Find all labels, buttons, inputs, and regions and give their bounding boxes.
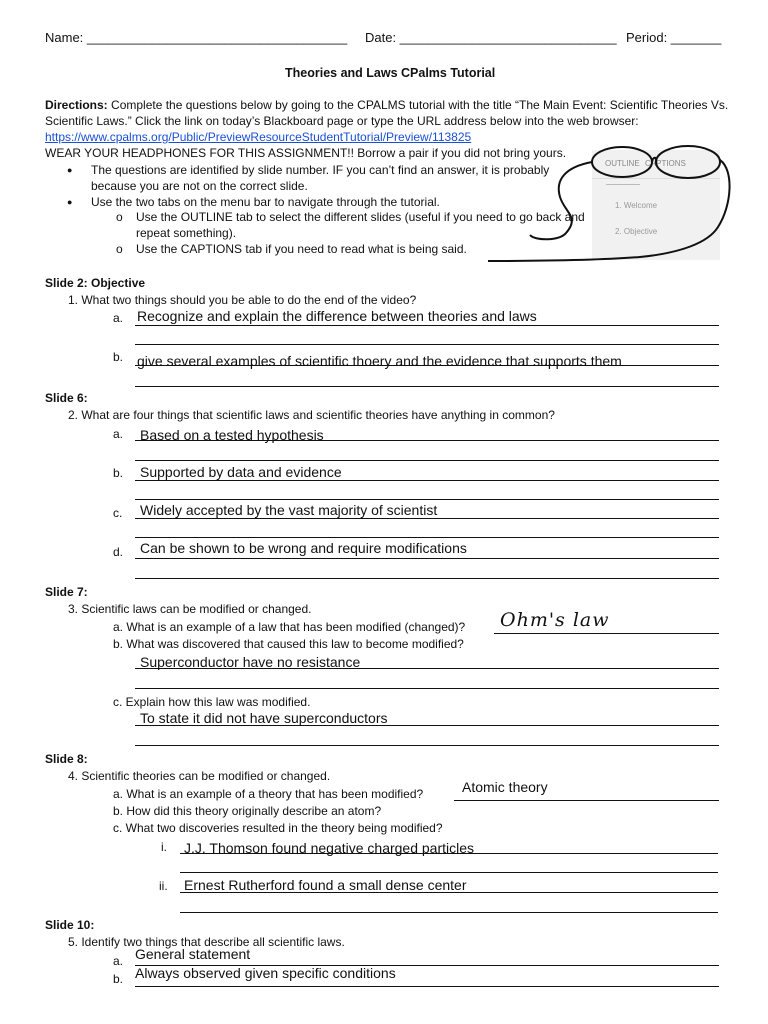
answer-line — [135, 745, 719, 746]
bullet2-text: Use the two tabs on the menu bar to navigate through the tutorial. — [91, 195, 440, 209]
directions-label: Directions: — [45, 98, 108, 112]
inset-tab-captions: CAPTIONS — [645, 159, 686, 168]
answer-line — [180, 912, 718, 913]
bullet-dot: ● — [67, 197, 73, 207]
answer-line — [135, 365, 719, 366]
sub1-line1: Use the OUTLINE tab to select the different slides (useful if you need to go back and — [136, 210, 585, 224]
answer-line — [135, 499, 719, 500]
question-4: 4. Scientific theories can be modified or changed. — [68, 769, 331, 783]
inset-item-objective: 2. Objective — [615, 227, 658, 236]
hand-drawn-glasses-annotation — [480, 135, 740, 270]
answer-line — [135, 558, 719, 559]
q5-b-answer[interactable]: Always observed given specific conditions — [135, 965, 396, 981]
q5-a-letter: a. — [113, 954, 124, 968]
sub1-line2: repeat something). — [136, 226, 237, 240]
sub-bullet-circle: o — [116, 242, 123, 256]
headphones-notice: WEAR YOUR HEADPHONES FOR THIS ASSIGNMENT!! Borrow a pair if you did not bring yours. — [45, 146, 567, 160]
q3-b-answer[interactable]: Superconductor have no resistance — [140, 654, 361, 670]
answer-line — [135, 440, 719, 441]
directions-text-1: Complete the questions below by going to the CPALMS tutorial with the title “The Main Event: Scientific Theories Vs. — [107, 98, 729, 112]
q2-a-answer[interactable]: Based on a tested hypothesis — [140, 427, 324, 443]
q2-d-letter: d. — [113, 545, 124, 559]
q3-a-handwritten-answer[interactable]: Ohm's law — [500, 609, 610, 631]
name-field[interactable]: Name: ____________________________________ — [45, 30, 348, 45]
answer-line — [135, 518, 719, 519]
q2-b-letter: b. — [113, 466, 124, 480]
slide8-heading: Slide 8: — [45, 752, 88, 766]
answer-line — [135, 578, 719, 579]
answer-line — [135, 725, 719, 726]
answer-line — [454, 800, 719, 801]
question-1: 1. What two things should you be able to do the end of the video? — [68, 293, 417, 307]
q2-a-letter: a. — [113, 427, 124, 441]
question-5: 5. Identify two things that describe all scientific laws. — [68, 935, 345, 949]
q2-b-answer[interactable]: Supported by data and evidence — [140, 464, 342, 480]
q4-a-text: a. What is an example of a theory that has been modified? — [113, 787, 424, 801]
bullet1-line1: The questions are identified by slide number. IF you can’t find an answer, it is probably — [91, 163, 550, 177]
q3-b-text: b. What was discovered that caused this law to become modified? — [113, 637, 464, 651]
q5-a-answer[interactable]: General statement — [135, 946, 251, 962]
answer-line — [180, 872, 718, 873]
answer-line — [135, 344, 719, 345]
bullet1-line2: because you are not on the correct slide. — [91, 179, 308, 193]
q2-d-answer[interactable]: Can be shown to be wrong and require modifications — [140, 540, 467, 556]
directions-line-1 — [45, 98, 728, 112]
q1-a-answer[interactable]: Recognize and explain the difference between theories and laws — [137, 308, 537, 324]
period-field[interactable]: Period: _______ — [626, 30, 722, 45]
answer-line — [135, 480, 719, 481]
q1-a-letter: a. — [113, 311, 124, 325]
directions-line-2: Scientific Laws.” Click the link on today’s Blackboard page or type the URL address below into the web browser: — [45, 114, 639, 128]
q4-c-text: c. What two discoveries resulted in the theory being modified? — [113, 821, 443, 835]
q3-c-answer[interactable]: To state it did not have superconductors — [140, 710, 388, 726]
q1-b-letter: b. — [113, 350, 124, 364]
slide6-heading: Slide 6: — [45, 391, 88, 405]
answer-line — [135, 460, 719, 461]
inset-tab-outline: OUTLINE — [605, 159, 640, 168]
q3-a-text: a. What is an example of a law that has been modified (changed)? — [113, 620, 466, 634]
tutorial-url-link[interactable]: https://www.cpalms.org/Public/PreviewResourceStudentTutorial/Preview/113825 — [45, 130, 472, 144]
page-title: Theories and Laws CPalms Tutorial — [285, 66, 496, 80]
q1-b-answer[interactable]: give several examples of scientific thoery and the evidence that supports them — [137, 353, 622, 369]
q4-ii-label: ii. — [159, 879, 168, 893]
answer-line — [135, 325, 719, 326]
sub2-text: Use the CAPTIONS tab if you need to read what is being said. — [136, 242, 467, 256]
slide2-heading: Slide 2: Objective — [45, 276, 146, 290]
answer-line — [135, 668, 719, 669]
answer-line — [135, 537, 719, 538]
q2-c-letter: c. — [113, 506, 123, 520]
slide10-heading: Slide 10: — [45, 918, 95, 932]
q2-c-answer[interactable]: Widely accepted by the vast majority of scientist — [140, 502, 438, 518]
answer-line — [135, 688, 719, 689]
slide7-heading: Slide 7: — [45, 585, 88, 599]
answer-line — [180, 853, 718, 854]
inset-item-welcome: 1. Welcome — [615, 201, 658, 210]
answer-line — [135, 986, 719, 987]
q4-i-label: i. — [161, 840, 167, 854]
question-2: 2. What are four things that scientific laws and scientific theories have anything in common? — [68, 408, 555, 422]
bullet-dot: ● — [67, 165, 73, 175]
date-field[interactable]: Date: ______________________________ — [365, 30, 617, 45]
sub-bullet-circle: o — [116, 210, 123, 224]
answer-line — [180, 892, 718, 893]
q3-c-text: c. Explain how this law was modified. — [113, 695, 311, 709]
answer-line — [494, 633, 719, 634]
q4-i-answer[interactable]: J.J. Thomson found negative charged particles — [184, 840, 475, 856]
answer-line — [135, 386, 719, 387]
q4-ii-answer[interactable]: Ernest Rutherford found a small dense center — [184, 877, 467, 893]
q4-b-text: b. How did this theory originally describe an atom? — [113, 804, 382, 818]
question-3: 3. Scientific laws can be modified or changed. — [68, 602, 312, 616]
q5-b-letter: b. — [113, 972, 124, 986]
q4-a-answer[interactable]: Atomic theory — [462, 779, 548, 795]
